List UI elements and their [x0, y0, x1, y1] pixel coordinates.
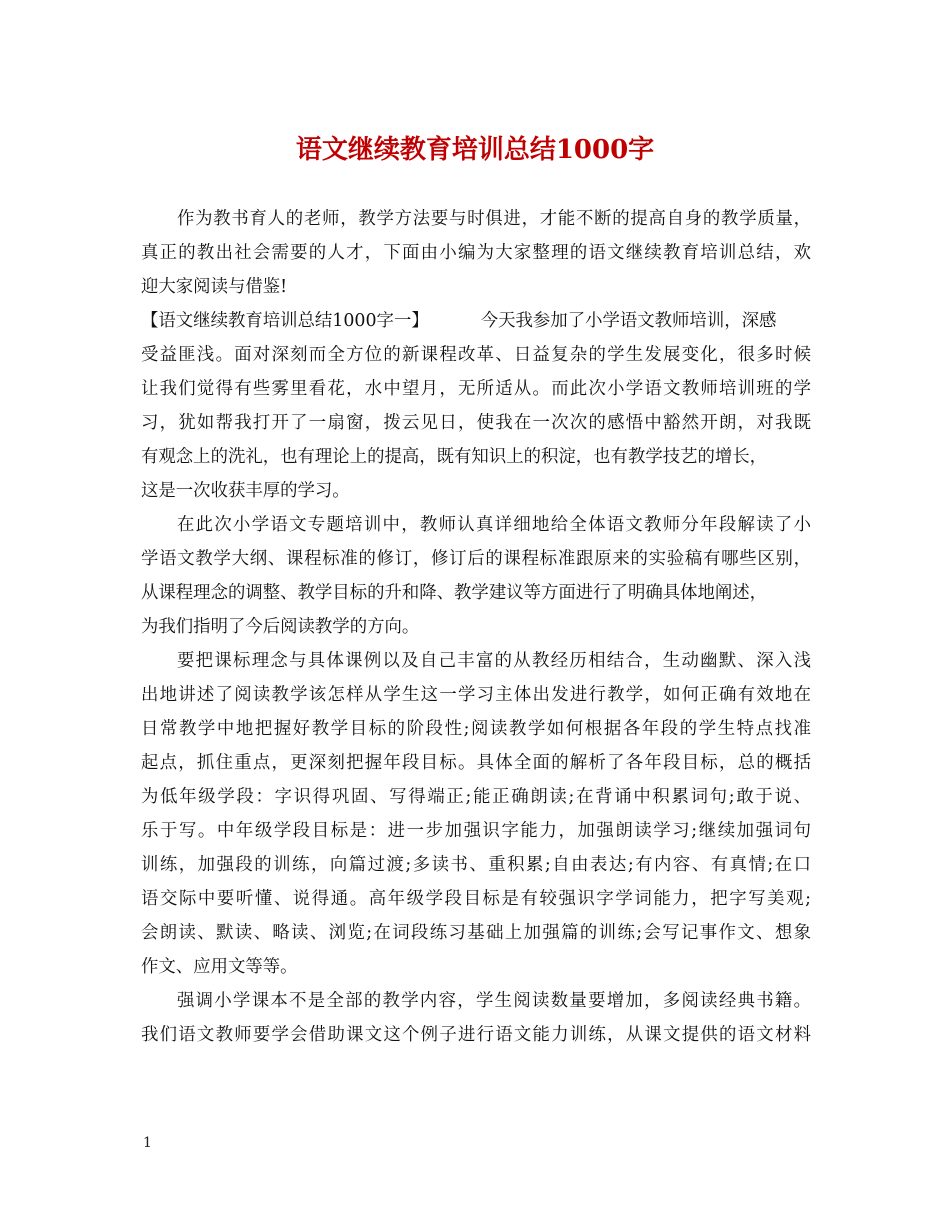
- paragraph-line: 有观念上的洗礼，也有理论上的提高，既有知识上的积淀，也有教学技艺的增长，: [141, 447, 768, 467]
- section-heading: 【语文继续教育培训总结1000字一】: [141, 311, 429, 331]
- paragraph-line: 受益匪浅。面对深刻而全方位的新课程改革、日益复杂的学生发展变化，很多时候: [141, 345, 811, 365]
- paragraph-line: 从课程理念的调整、教学目标的升和降、教学建议等方面进行了明确具体地阐述，: [141, 583, 768, 603]
- paragraph-line: 出地讲述了阅读教学该怎样从学生这一学习主体出发进行教学，如何正确有效地在: [141, 685, 811, 705]
- paragraph-line: 学语文教学大纲、课程标准的修订，修订后的课程标准跟原来的实验稿有哪些区别，: [141, 549, 811, 569]
- paragraph-line: 习，犹如帮我打开了一扇窗，拨云见日，使我在一次次的感悟中豁然开朗，对我既: [141, 413, 811, 433]
- paragraph-line: 在此次小学语文专题培训中，教师认真详细地给全体语文教师分年段解读了小: [177, 515, 811, 535]
- paragraph-line: 作文、应用文等等。: [141, 957, 298, 977]
- paragraph-text: 今天我参加了小学语文教师培训，深感: [480, 311, 777, 331]
- paragraph-line: 为我们指明了今后阅读教学的方向。: [141, 617, 420, 637]
- section-heading-line: [141, 304, 811, 338]
- document-body: [141, 202, 811, 1052]
- paragraph-line: 真正的教出社会需要的人才，下面由小编为大家整理的语文继续教育培训总结，欢: [141, 243, 811, 263]
- paragraph-line: 要把课标理念与具体课例以及自己丰富的从教经历相结合，生动幽默、深入浅: [177, 651, 811, 671]
- page-number: 1: [143, 1135, 152, 1151]
- paragraph-line: 起点，抓住重点，更深刻把握年段目标。具体全面的解析了各年段目标，总的概括: [141, 753, 811, 773]
- paragraph-line: 为低年级学段：字识得巩固、写得端正;能正确朗读;在背诵中积累词句;敢于说、: [141, 787, 811, 807]
- paragraph-line: 日常教学中地把握好教学目标的阶段性;阅读教学如何根据各年段的学生特点找准: [141, 719, 811, 739]
- document-title: 语文继续教育培训总结1000字: [295, 135, 655, 165]
- paragraph-line: 强调小学课本不是全部的教学内容，学生阅读数量要增加，多阅读经典书籍。: [177, 991, 811, 1011]
- paragraph-line: 训练，加强段的训练，向篇过渡;多读书、重积累;自由表达;有内容、有真情;在口: [141, 855, 811, 875]
- paragraph-line: 我们语文教师要学会借助课文这个例子进行语文能力训练，从课文提供的语文材料: [141, 1025, 811, 1045]
- paragraph-line: 作为教书育人的老师，教学方法要与时俱进，才能不断的提高自身的教学质量，: [177, 209, 811, 229]
- paragraph-line: 会朗读、默读、略读、浏览;在词段练习基础上加强篇的训练;会写记事作文、想象: [141, 923, 811, 943]
- paragraph-line: 语交际中要听懂、说得通。高年级学段目标是有较强识字学词能力，把字写美观;: [141, 889, 811, 909]
- paragraph-line: 迎大家阅读与借鉴!: [141, 277, 288, 297]
- paragraph-line: 乐于写。中年级学段目标是：进一步加强识字能力，加强朗读学习;继续加强词句: [141, 821, 811, 841]
- paragraph-line: 让我们觉得有些雾里看花，水中望月，无所适从。而此次小学语文教师培训班的学: [141, 379, 811, 399]
- paragraph-line: 这是一次收获丰厚的学习。: [141, 481, 350, 501]
